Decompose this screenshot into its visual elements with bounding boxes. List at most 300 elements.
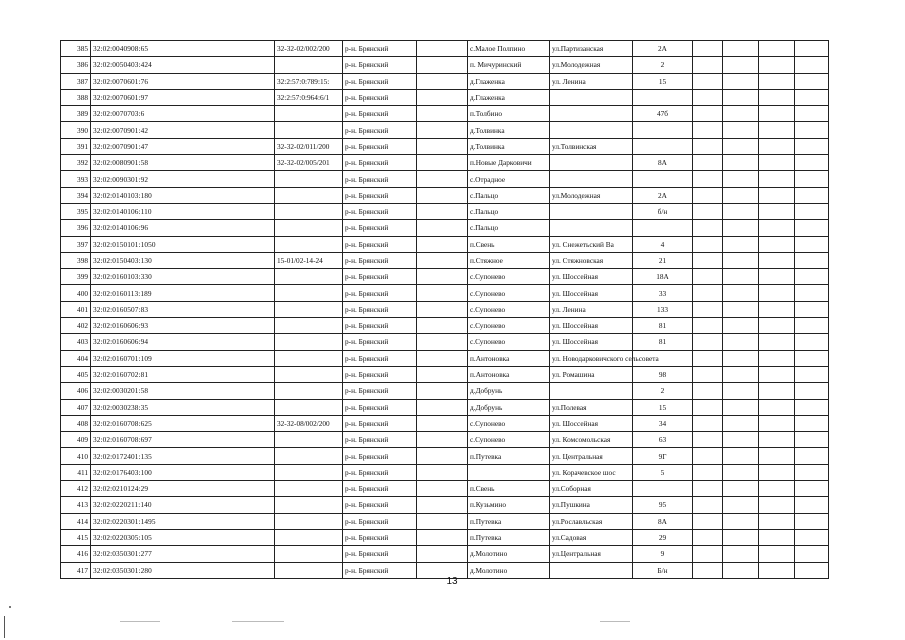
settlement: д.Толвинка [468,138,550,154]
street: ул. Шоссейная [550,285,633,301]
settlement: с.Супонево [468,269,550,285]
table-row [61,334,829,350]
district: р-н. Брянский [343,448,417,464]
cadastral-number: 32:02:0030201:58 [91,383,275,399]
cadastral-number: 32:02:0220305:105 [91,529,275,545]
extra-cell [759,285,795,301]
extra-cell [693,432,723,448]
extra-cell [723,57,759,73]
street: ул.Пушкина [550,497,633,513]
registration-number: 15-01/02-14-24 [275,252,343,268]
table-row [61,171,829,187]
extra-cell [795,562,829,578]
table-row [61,41,829,57]
table-row [61,350,829,366]
table-row [61,203,829,219]
cadastral-number: 32:02:0070901:42 [91,122,275,138]
extra-cell [759,220,795,236]
extra-cell [759,432,795,448]
street: ул. Шоссейная [550,334,633,350]
extra-cell [693,138,723,154]
registration-number [275,171,343,187]
extra-cell [723,301,759,317]
extra-cell [693,513,723,529]
cadastral-number: 32:02:0150403:130 [91,252,275,268]
settlement: п.Стяжное [468,252,550,268]
extra-cell [795,481,829,497]
row-number: 401 [61,301,91,317]
settlement: д.Добрунь [468,399,550,415]
settlement: п.Новые Дарковичи [468,155,550,171]
extra-cell [759,203,795,219]
extra-cell [795,448,829,464]
scan-edge-mark [4,616,5,638]
house-number: 9Г [633,448,693,464]
cadastral-number: 32:02:0070703:6 [91,106,275,122]
extra-cell [759,350,795,366]
registration-number [275,350,343,366]
registration-number [275,562,343,578]
table-row [61,464,829,480]
extra-cell [693,546,723,562]
district: р-н. Брянский [343,285,417,301]
district: р-н. Брянский [343,41,417,57]
city [417,73,468,89]
house-number: 18А [633,269,693,285]
house-number: 29 [633,529,693,545]
street: ул. Новодарковичского сельсовета [550,350,633,366]
city [417,138,468,154]
settlement: с.Супонево [468,301,550,317]
cadastral-number: 32:02:0350301:277 [91,546,275,562]
extra-cell [723,236,759,252]
extra-cell [795,89,829,105]
cadastral-number: 32:02:0160606:93 [91,318,275,334]
city [417,529,468,545]
extra-cell [693,41,723,57]
house-number: 8А [633,513,693,529]
extra-cell [723,481,759,497]
table-row [61,57,829,73]
house-number: 133 [633,301,693,317]
house-number [633,220,693,236]
extra-cell [759,399,795,415]
row-number: 385 [61,41,91,57]
settlement: п.Путевка [468,529,550,545]
row-number: 389 [61,106,91,122]
settlement: с.Супонево [468,415,550,431]
city [417,41,468,57]
street [550,383,633,399]
street: ул.Толвинская [550,138,633,154]
extra-cell [723,203,759,219]
extra-cell [723,432,759,448]
registration-number: 32:2:57:0:964:6/1 [275,89,343,105]
city [417,513,468,529]
district: р-н. Брянский [343,546,417,562]
extra-cell [693,464,723,480]
district: р-н. Брянский [343,187,417,203]
settlement: с.Пальцо [468,220,550,236]
extra-cell [795,415,829,431]
extra-cell [693,73,723,89]
extra-cell [693,562,723,578]
extra-cell [693,236,723,252]
district: р-н. Брянский [343,122,417,138]
extra-cell [759,187,795,203]
extra-cell [795,236,829,252]
city [417,366,468,382]
extra-cell [693,334,723,350]
extra-cell [795,203,829,219]
extra-cell [693,57,723,73]
registration-number [275,366,343,382]
extra-cell [759,269,795,285]
district: р-н. Брянский [343,269,417,285]
settlement: п. Мичуринский [468,57,550,73]
extra-cell [795,464,829,480]
extra-cell [759,497,795,513]
house-number [633,89,693,105]
district: р-н. Брянский [343,399,417,415]
row-number: 388 [61,89,91,105]
cadastral-number: 32:02:0070601:97 [91,89,275,105]
house-number: 21 [633,252,693,268]
city [417,57,468,73]
settlement: с.Пальцо [468,187,550,203]
row-number: 416 [61,546,91,562]
extra-cell [693,399,723,415]
extra-cell [693,448,723,464]
registration-number: 32:2:57:0:789:15: [275,73,343,89]
table-row [61,236,829,252]
city [417,203,468,219]
district: р-н. Брянский [343,350,417,366]
street: ул.Соборная [550,481,633,497]
row-number: 405 [61,366,91,382]
table-row [61,529,829,545]
extra-cell [759,448,795,464]
extra-cell [795,546,829,562]
registration-number [275,432,343,448]
house-number: 2А [633,187,693,203]
registration-number [275,236,343,252]
street: ул. Комсомольская [550,432,633,448]
registration-number [275,529,343,545]
registration-number [275,122,343,138]
row-number: 406 [61,383,91,399]
registration-number: 32-32-02/005/201 [275,155,343,171]
extra-cell [759,106,795,122]
cadastral-number: 32:02:0150101:1050 [91,236,275,252]
house-number: 2 [633,383,693,399]
city [417,334,468,350]
extra-cell [723,383,759,399]
street: ул. Стяжновская [550,252,633,268]
extra-cell [693,415,723,431]
district: р-н. Брянский [343,318,417,334]
cadastral-number: 32:02:0080901:58 [91,155,275,171]
district: р-н. Брянский [343,334,417,350]
cadastral-number: 32:02:0210124:29 [91,481,275,497]
extra-cell [759,138,795,154]
row-number: 395 [61,203,91,219]
city [417,252,468,268]
registration-number [275,318,343,334]
house-number: 8А [633,155,693,171]
row-number: 409 [61,432,91,448]
registration-number [275,269,343,285]
extra-cell [723,89,759,105]
extra-cell [723,155,759,171]
page-number: 13 [446,576,458,587]
district: р-н. Брянский [343,529,417,545]
row-number: 402 [61,318,91,334]
district: р-н. Брянский [343,138,417,154]
city [417,89,468,105]
district: р-н. Брянский [343,301,417,317]
district: р-н. Брянский [343,73,417,89]
extra-cell [723,350,759,366]
table-row [61,252,829,268]
extra-cell [723,415,759,431]
settlement: с.Отрадное [468,171,550,187]
row-number: 386 [61,57,91,73]
city [417,432,468,448]
extra-cell [723,138,759,154]
extra-cell [723,41,759,57]
city [417,546,468,562]
table-row [61,497,829,513]
city [417,318,468,334]
row-number: 408 [61,415,91,431]
extra-cell [795,73,829,89]
extra-cell [723,122,759,138]
table-row [61,285,829,301]
city [417,350,468,366]
registration-number [275,57,343,73]
house-number: 5 [633,464,693,480]
row-number: 413 [61,497,91,513]
registration-number [275,301,343,317]
street [550,89,633,105]
street: ул.Рославльская [550,513,633,529]
district: р-н. Брянский [343,562,417,578]
extra-cell [723,562,759,578]
extra-cell [723,546,759,562]
city [417,497,468,513]
settlement: с.Супонево [468,432,550,448]
city [417,171,468,187]
settlement: с.Малое Полпино [468,41,550,57]
city [417,220,468,236]
settlement: д.Глаженка [468,73,550,89]
city [417,399,468,415]
registration-number [275,448,343,464]
extra-cell [693,203,723,219]
table-row [61,155,829,171]
extra-cell [759,236,795,252]
cadastral-number: 32:02:0140106:110 [91,203,275,219]
registration-number [275,383,343,399]
cadastral-number: 32:02:0040908:65 [91,41,275,57]
city [417,383,468,399]
cadastral-number: 32:02:0350301:280 [91,562,275,578]
settlement: д.Молотино [468,546,550,562]
extra-cell [759,513,795,529]
extra-cell [795,220,829,236]
table-row [61,415,829,431]
extra-cell [723,448,759,464]
district: р-н. Брянский [343,171,417,187]
extra-cell [795,383,829,399]
street: ул.Партизанская [550,41,633,57]
registration-number [275,106,343,122]
house-number [633,138,693,154]
table-row [61,122,829,138]
row-number: 415 [61,529,91,545]
extra-cell [795,187,829,203]
house-number: 15 [633,399,693,415]
registration-number [275,464,343,480]
settlement: с.Супонево [468,334,550,350]
table-row [61,432,829,448]
registration-number: 32-32-08/002/200 [275,415,343,431]
extra-cell [693,106,723,122]
registration-number [275,334,343,350]
street: ул. Шоссейная [550,415,633,431]
district: р-н. Брянский [343,481,417,497]
table-row [61,187,829,203]
extra-cell [723,285,759,301]
extra-cell [795,301,829,317]
registration-number [275,497,343,513]
registration-number [275,220,343,236]
extra-cell [759,73,795,89]
cadastral-number: 32:02:0140103:180 [91,187,275,203]
extra-cell [759,318,795,334]
extra-cell [795,252,829,268]
extra-cell [723,187,759,203]
district: р-н. Брянский [343,203,417,219]
cadastral-number: 32:02:0220301:1495 [91,513,275,529]
property-register-table [60,40,829,579]
district: р-н. Брянский [343,415,417,431]
row-number: 394 [61,187,91,203]
street: ул.Центральная [550,546,633,562]
extra-cell [795,138,829,154]
extra-cell [759,89,795,105]
house-number: 4 [633,236,693,252]
extra-cell [795,432,829,448]
settlement: с.Супонево [468,318,550,334]
house-number: 2А [633,41,693,57]
row-number: 417 [61,562,91,578]
street: ул. Шоссейная [550,318,633,334]
extra-cell [723,399,759,415]
cadastral-number: 32:02:0160103:330 [91,269,275,285]
district: р-н. Брянский [343,366,417,382]
house-number: 34 [633,415,693,431]
district: р-н. Брянский [343,89,417,105]
city [417,481,468,497]
scan-artifact [600,621,630,622]
table-row [61,301,829,317]
settlement: п.Кузьмино [468,497,550,513]
extra-cell [693,252,723,268]
district: р-н. Брянский [343,252,417,268]
table-row [61,481,829,497]
settlement: п.Антоновка [468,366,550,382]
table-row [61,89,829,105]
house-number: 81 [633,318,693,334]
extra-cell [723,497,759,513]
city [417,415,468,431]
registration-number [275,399,343,415]
settlement: д.Глаженка [468,89,550,105]
row-number: 387 [61,73,91,89]
extra-cell [795,334,829,350]
extra-cell [795,529,829,545]
cadastral-number: 32:02:0160701:109 [91,350,275,366]
cadastral-number: 32:02:0220211:140 [91,497,275,513]
house-number: Б/н [633,562,693,578]
house-number: 9 [633,546,693,562]
district: р-н. Брянский [343,383,417,399]
extra-cell [723,464,759,480]
settlement: п.Свень [468,481,550,497]
extra-cell [759,464,795,480]
house-number: 81 [633,334,693,350]
city [417,269,468,285]
extra-cell [693,497,723,513]
settlement [468,464,550,480]
extra-cell [723,334,759,350]
street [550,155,633,171]
settlement: д.Молотино [468,562,550,578]
table-row [61,269,829,285]
street [550,106,633,122]
extra-cell [723,513,759,529]
settlement: д.Добрунь [468,383,550,399]
cadastral-number: 32:02:0160606:94 [91,334,275,350]
cadastral-number: 32:02:0160113:189 [91,285,275,301]
extra-cell [795,285,829,301]
district: р-н. Брянский [343,57,417,73]
extra-cell [759,171,795,187]
extra-cell [693,481,723,497]
extra-cell [723,73,759,89]
row-number: 392 [61,155,91,171]
extra-cell [693,285,723,301]
extra-cell [693,122,723,138]
street: ул. Центральная [550,448,633,464]
table-row [61,318,829,334]
row-number: 412 [61,481,91,497]
extra-cell [795,41,829,57]
extra-cell [759,415,795,431]
row-number: 396 [61,220,91,236]
registration-number [275,285,343,301]
row-number: 393 [61,171,91,187]
scan-artifact [232,621,284,622]
street: ул. Ленина [550,73,633,89]
extra-cell [795,106,829,122]
settlement: с.Пальцо [468,203,550,219]
house-number: 98 [633,366,693,382]
city [417,464,468,480]
city [417,155,468,171]
